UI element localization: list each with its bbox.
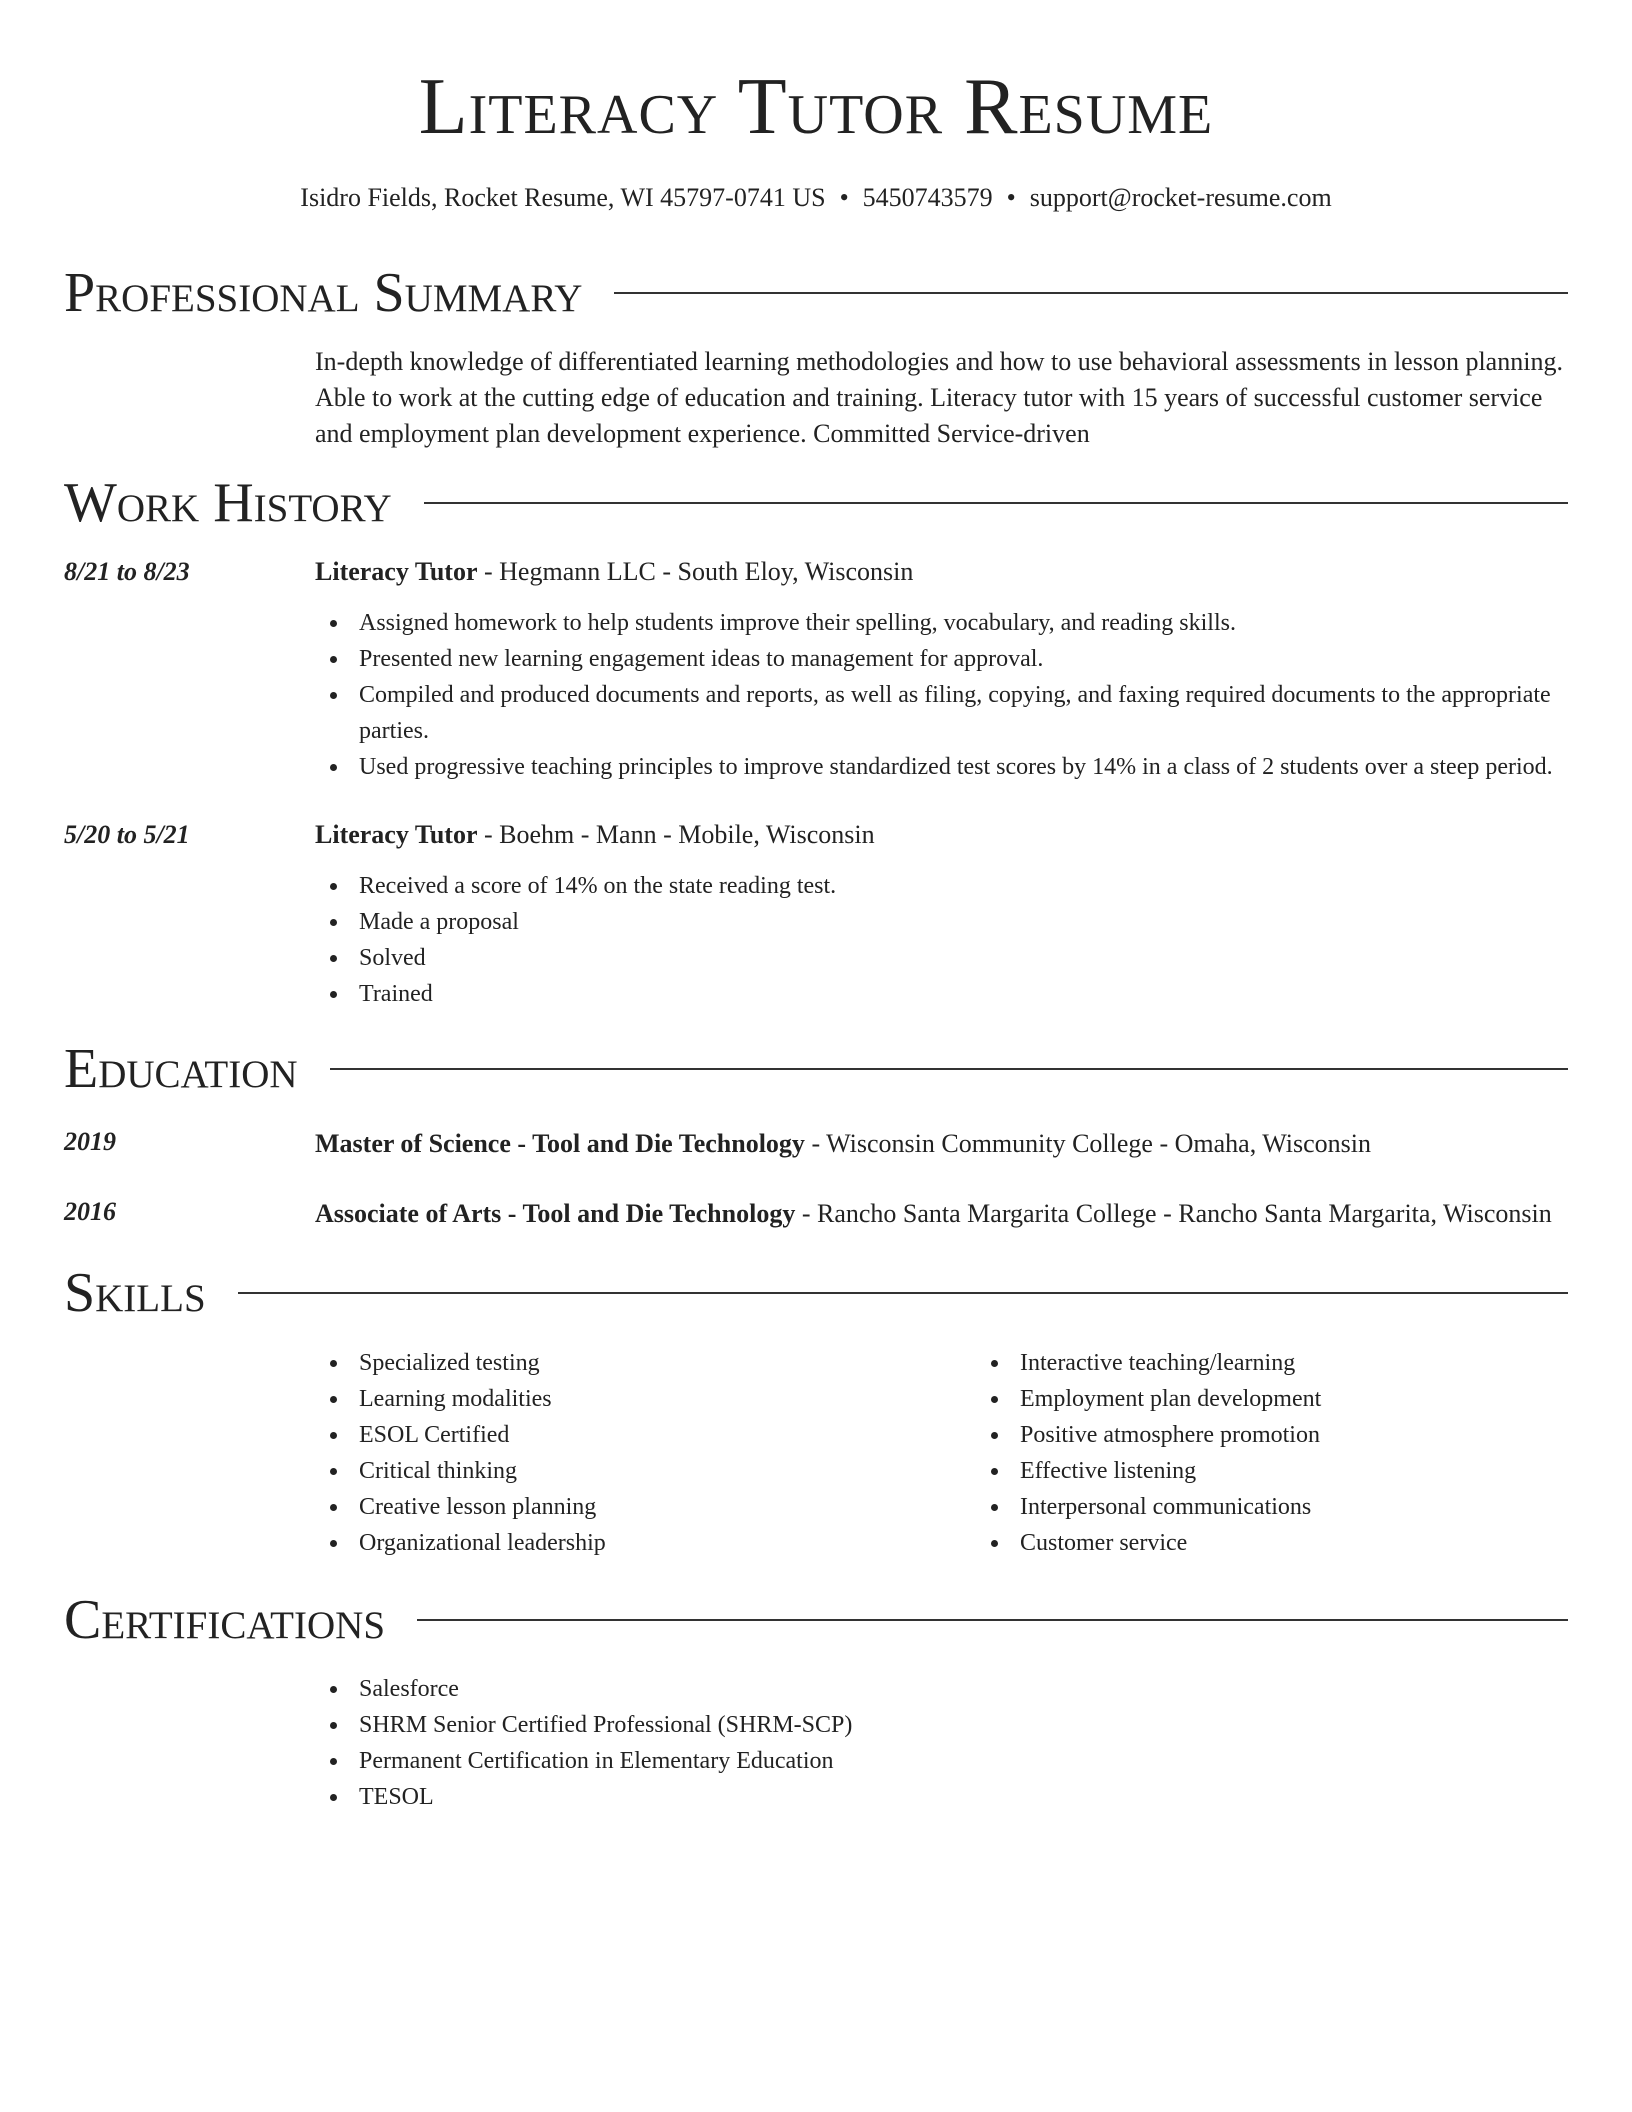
job-title: Literacy Tutor [315, 820, 478, 849]
certification-item: Permanent Certification in Elementary Education [359, 1743, 1568, 1779]
skills-row [64, 1345, 1568, 1561]
education-year: 2019 [64, 1127, 116, 1156]
certification-item: Salesforce [359, 1671, 1568, 1707]
skill-item: ESOL Certified [359, 1417, 976, 1453]
skills-spacer [64, 1345, 315, 1561]
job-entry [64, 554, 1568, 785]
skill-item: Effective listening [1020, 1453, 1632, 1489]
resume-title: Literacy Tutor Resume [418, 63, 1214, 151]
education-content [315, 1124, 1568, 1164]
skill-item: Positive atmosphere promotion [1020, 1417, 1632, 1453]
certifications-list [315, 1671, 1568, 1815]
job-bullets [315, 868, 1568, 1012]
section-divider [614, 292, 1568, 294]
job-dates: 8/21 to 8/23 [64, 557, 190, 586]
skill-item: Customer service [1020, 1525, 1632, 1561]
job-bullet: Used progressive teaching principles to improve standardized test scores by 14% in a class of 2 students over a steep period. [359, 749, 1568, 785]
resume-page [64, 0, 1568, 1815]
job-content [315, 817, 1568, 1012]
job-dates: 5/20 to 5/21 [64, 820, 190, 849]
job-header [315, 554, 1568, 590]
certification-item: SHRM Senior Certified Professional (SHRM-SCP) [359, 1707, 1568, 1743]
section-divider [417, 1619, 1568, 1621]
summary-heading: Professional Summary [64, 262, 583, 324]
skill-item: Critical thinking [359, 1453, 976, 1489]
education-section-header [64, 1034, 1568, 1104]
contact-phone: 5450743579 [862, 183, 993, 212]
work-section-header [64, 468, 1568, 538]
education-entry [64, 1194, 1568, 1234]
contact-separator: • [839, 183, 849, 212]
skills-heading: Skills [64, 1262, 206, 1324]
job-bullet: Made a proposal [359, 904, 1568, 940]
summary-section-header [64, 258, 1568, 328]
education-year: 2016 [64, 1197, 116, 1226]
job-bullet: Solved [359, 940, 1568, 976]
certifications-heading: Certifications [64, 1589, 386, 1651]
section-divider [330, 1068, 1568, 1070]
section-divider [424, 502, 1568, 504]
skill-item: Creative lesson planning [359, 1489, 976, 1525]
contact-address: Isidro Fields, Rocket Resume, WI 45797-0741 US [300, 183, 826, 212]
certifications-row [64, 1671, 1568, 1815]
job-content [315, 554, 1568, 785]
summary-spacer [64, 344, 315, 452]
job-header [315, 817, 1568, 853]
job-bullet: Assigned homework to help students improve their spelling, vocabulary, and reading skills. [359, 605, 1568, 641]
skills-section-header [64, 1258, 1568, 1328]
section-divider [238, 1292, 1568, 1294]
certifications-section-header [64, 1585, 1568, 1655]
job-employer: - Boehm - Mann - Mobile, Wisconsin [477, 820, 875, 849]
certifications-spacer [64, 1671, 315, 1815]
skill-item: Specialized testing [359, 1345, 976, 1381]
job-bullets [315, 605, 1568, 785]
summary-text: In-depth knowledge of differentiated learning methodologies and how to use behavioral assessments in lesson planning. Able to work at the cutting edge of education and training. Literacy tutor with 15 years of successful customer service and employment plan development experience. Committed Service-driven [315, 347, 1563, 448]
work-heading: Work History [64, 472, 392, 534]
job-bullet: Presented new learning engagement ideas to management for approval. [359, 641, 1568, 677]
job-bullet: Received a score of 14% on the state reading test. [359, 868, 1568, 904]
job-bullet: Trained [359, 976, 1568, 1012]
summary-row [64, 344, 1568, 452]
certification-item: TESOL [359, 1779, 1568, 1815]
education-school: - Rancho Santa Margarita College - Rancho Santa Margarita, Wisconsin [795, 1199, 1552, 1228]
skills-list-left [315, 1345, 976, 1561]
job-bullet: Compiled and produced documents and reports, as well as filing, copying, and faxing required documents to the appropriate parties. [359, 677, 1568, 749]
skills-list-right [976, 1345, 1632, 1561]
job-title: Literacy Tutor [315, 557, 478, 586]
certifications-content [315, 1671, 1568, 1815]
job-entry [64, 817, 1568, 1012]
skill-item: Employment plan development [1020, 1381, 1632, 1417]
skill-item: Interactive teaching/learning [1020, 1345, 1632, 1381]
contact-separator: • [1006, 183, 1016, 212]
skill-item: Learning modalities [359, 1381, 976, 1417]
education-degree: Master of Science - Tool and Die Technology [315, 1129, 805, 1158]
education-degree: Associate of Arts - Tool and Die Technology [315, 1199, 796, 1228]
education-heading: Education [64, 1038, 298, 1100]
skill-item: Organizational leadership [359, 1525, 976, 1561]
education-school: - Wisconsin Community College - Omaha, Wisconsin [804, 1129, 1371, 1158]
contact-email: support@rocket-resume.com [1029, 183, 1332, 212]
job-employer: - Hegmann LLC - South Eloy, Wisconsin [477, 557, 914, 586]
education-entry [64, 1124, 1568, 1164]
skill-item: Interpersonal communications [1020, 1489, 1632, 1525]
education-content [315, 1194, 1568, 1234]
skills-columns [315, 1345, 1632, 1561]
contact-line [64, 180, 1568, 216]
